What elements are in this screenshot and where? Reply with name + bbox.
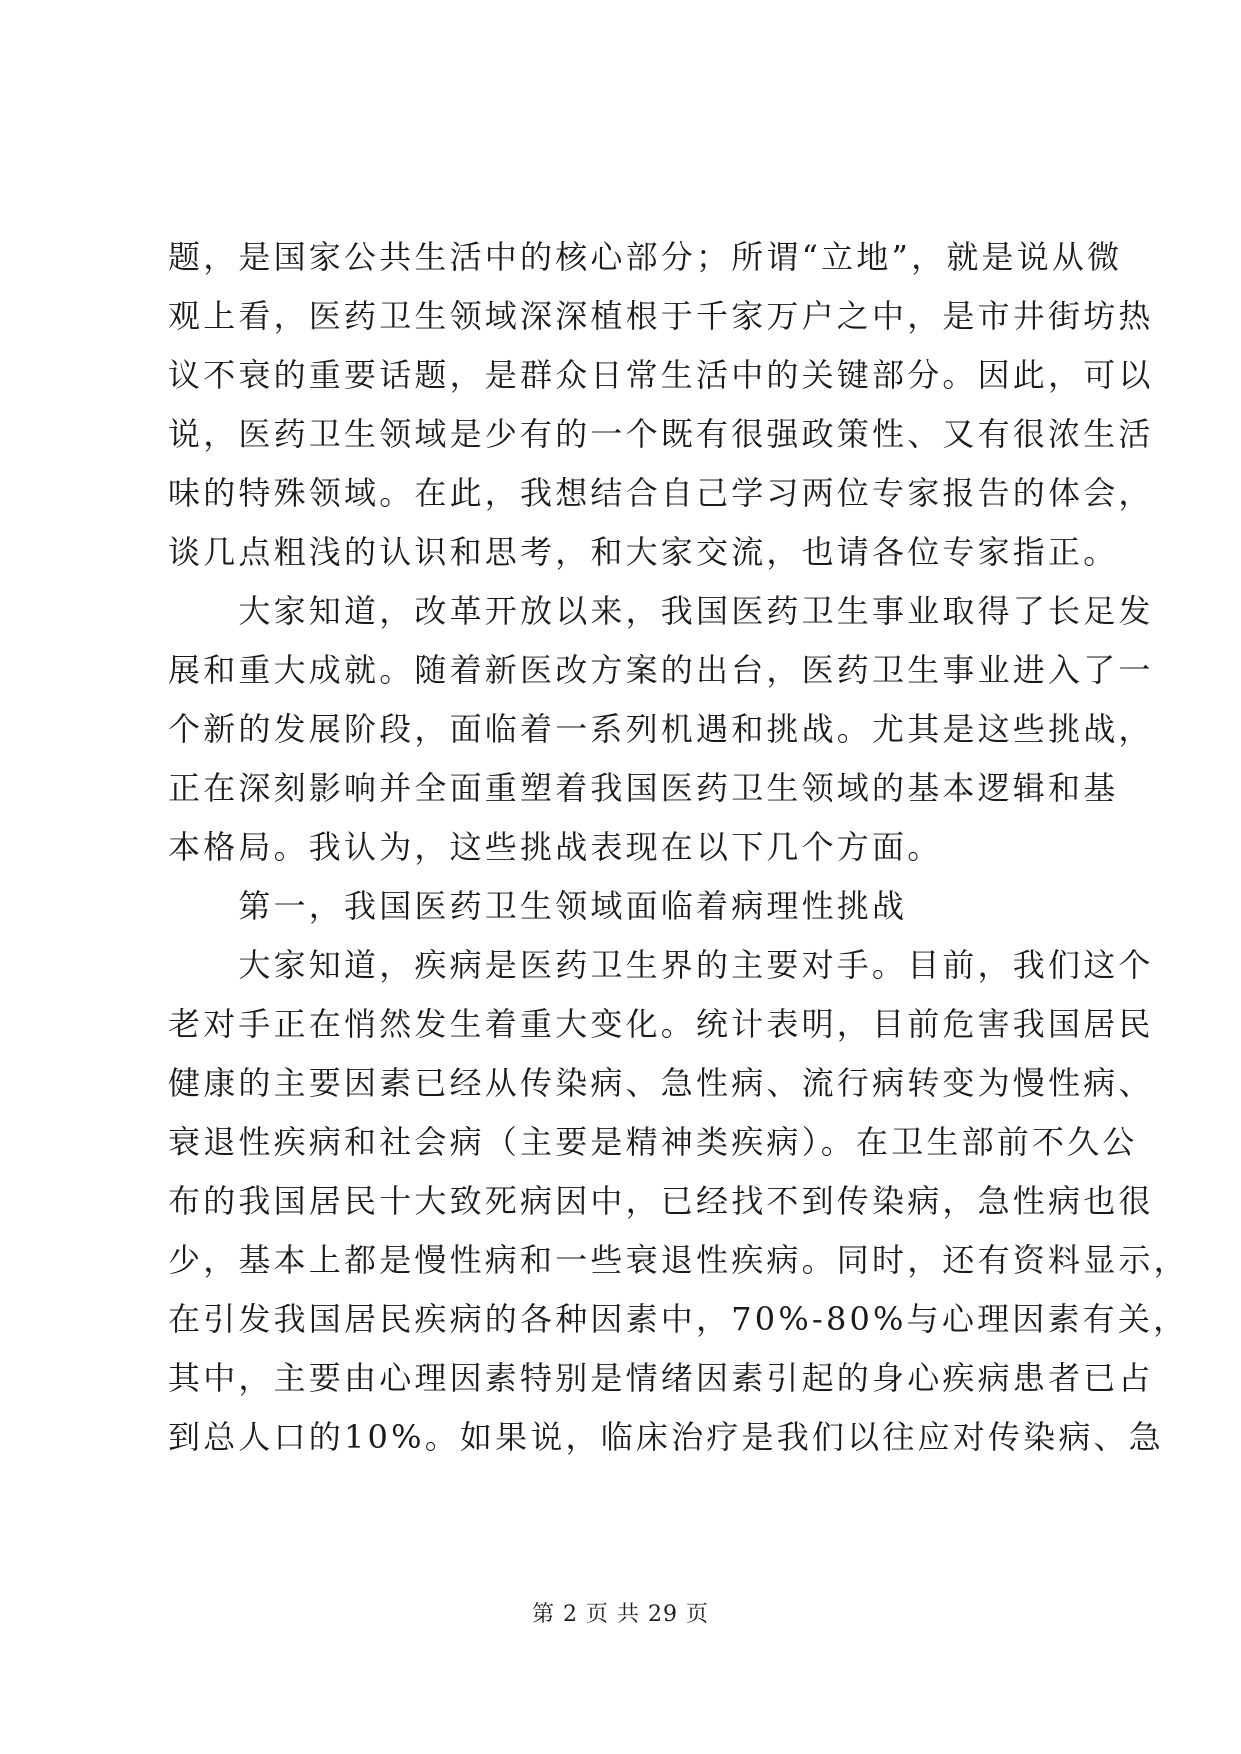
text-line: 衰退性疾病和社会病（主要是精神类疾病）。在卫生部前不久公 — [168, 1123, 1138, 1161]
section-heading: 第一，我国医药卫生领域面临着病理性挑战 — [168, 887, 908, 925]
text-line: 展和重大成就。随着新医改方案的出台，医药卫生事业进入了一 — [168, 651, 1154, 689]
text-line: 题，是国家公共生活中的核心部分；所谓“立地”，就是说从微 — [168, 238, 1123, 276]
text-line: 大家知道，改革开放以来，我国医药卫生事业取得了长足发 — [168, 592, 1154, 630]
text-line: 观上看，医药卫生领域深深植根于千家万户之中，是市井街坊热 — [168, 297, 1154, 335]
text-line: 谈几点粗浅的认识和思考，和大家交流，也请各位专家指正。 — [168, 533, 1119, 571]
text-line: 健康的主要因素已经从传染病、急性病、流行病转变为慢性病、 — [168, 1064, 1154, 1102]
text-line: 个新的发展阶段，面临着一系列机遇和挑战。尤其是这些挑战， — [168, 710, 1154, 748]
text-line: 大家知道，疾病是医药卫生界的主要对手。目前，我们这个 — [168, 946, 1154, 984]
text-line: 议不衰的重要话题，是群众日常生活中的关键部分。因此，可以 — [168, 356, 1154, 394]
text-line: 在引发我国居民疾病的各种因素中，70%-80%与心理因素有关， — [168, 1300, 1189, 1338]
text-line: 正在深刻影响并全面重塑着我国医药卫生领域的基本逻辑和基 — [168, 769, 1119, 807]
text-line: 布的我国居民十大致死病因中，已经找不到传染病，急性病也很 — [168, 1182, 1154, 1220]
body-text — [168, 228, 1189, 1467]
text-line: 老对手正在悄然发生着重大变化。统计表明，目前危害我国居民 — [168, 1005, 1154, 1043]
text-line: 本格局。我认为，这些挑战表现在以下几个方面。 — [168, 828, 943, 866]
page-number-footer: 第 2 页 共 29 页 — [532, 1602, 709, 1627]
text-line: 到总人口的10%。如果说，临床治疗是我们以往应对传染病、急 — [168, 1418, 1164, 1456]
text-line: 味的特殊领域。在此，我想结合自己学习两位专家报告的体会， — [168, 474, 1154, 512]
text-line: 少，基本上都是慢性病和一些衰退性疾病。同时，还有资料显示， — [168, 1241, 1189, 1279]
text-line: 说，医药卫生领域是少有的一个既有很强政策性、又有很浓生活 — [168, 415, 1154, 453]
text-line: 其中，主要由心理因素特别是情绪因素引起的身心疾病患者已占 — [168, 1359, 1154, 1397]
